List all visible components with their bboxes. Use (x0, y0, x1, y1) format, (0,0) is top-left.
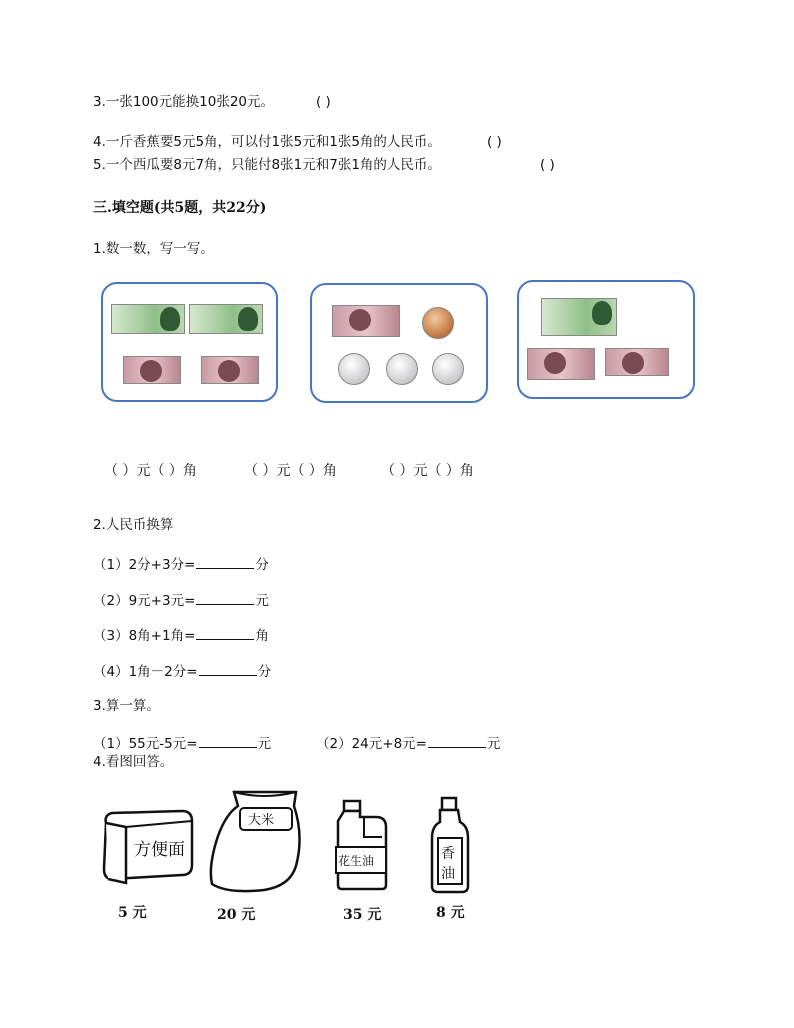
judge-q3: 3.一张100元能换10张20元。 (93, 94, 275, 110)
judge-q5-answer-paren[interactable]: ( ) (540, 157, 555, 173)
price-label: 35 元 (343, 907, 382, 923)
product-label: 花生油 (338, 854, 375, 868)
q3-title: 3.算一算。 (93, 698, 160, 714)
q1-answer-2[interactable]: （ ）元（ ）角 (244, 463, 337, 479)
five-jiao-note-icon (332, 305, 400, 337)
answer-blank[interactable] (196, 628, 254, 640)
one-yuan-note-icon (111, 304, 185, 334)
price-label: 8 元 (436, 905, 465, 921)
product-label: 大米 (248, 813, 275, 828)
sesame-oil-icon (428, 794, 472, 896)
q1-answer-1[interactable]: （ ）元（ ）角 (104, 463, 197, 479)
answer-blank[interactable] (199, 736, 257, 748)
q1-title: 1.数一数，写一写。 (93, 241, 214, 257)
price-label: 20 元 (217, 907, 256, 923)
money-box-2 (310, 283, 488, 403)
five-jiao-note-icon (605, 348, 669, 376)
five-jiao-note-icon (527, 348, 595, 380)
q4-title: 4.看图回答。 (93, 754, 174, 770)
q1-answer-3[interactable]: （ ）元（ ）角 (381, 463, 474, 479)
svg-text:香: 香 (441, 846, 455, 862)
one-yuan-note-icon (189, 304, 263, 334)
money-box-3 (517, 280, 695, 399)
answer-blank[interactable] (196, 557, 254, 569)
q2-item-1: （1）2分+3分= 分 (93, 557, 269, 573)
q3-item-1: （1）55元-5元= 元 (93, 736, 272, 752)
five-jiao-coin-icon (422, 307, 454, 339)
judge-q3-answer-paren[interactable]: ( ) (316, 94, 331, 110)
q3-item-2: （2）24元+8元= 元 (316, 736, 501, 752)
q2-title: 2.人民币换算 (93, 517, 174, 533)
five-jiao-note-icon (201, 356, 259, 384)
answer-blank[interactable] (199, 664, 257, 676)
one-jiao-coin-icon (386, 353, 418, 385)
rice-bag-icon (204, 786, 304, 896)
product-label: 方便面 (134, 840, 185, 860)
five-jiao-note-icon (123, 356, 181, 384)
judge-q4: 4.一斤香蕉要5元5角，可以付1张5元和1张5角的人民币。 (93, 134, 441, 150)
one-yuan-note-icon (541, 298, 617, 336)
judge-q5: 5.一个西瓜要8元7角，只能付8张1元和7张1角的人民币。 (93, 157, 441, 173)
instant-noodles-icon (96, 805, 196, 889)
section-3-title: 三.填空题(共5题，共22分) (93, 200, 267, 216)
price-label: 5 元 (118, 905, 147, 921)
peanut-oil-icon (330, 797, 390, 893)
q2-item-4: （4）1角－2分= 分 (93, 664, 272, 680)
q2-item-3: （3）8角+1角= 角 (93, 628, 269, 644)
one-jiao-coin-icon (338, 353, 370, 385)
money-box-1 (101, 282, 278, 402)
one-jiao-coin-icon (432, 353, 464, 385)
judge-q4-answer-paren[interactable]: ( ) (487, 134, 502, 150)
answer-blank[interactable] (428, 736, 486, 748)
q2-item-2: （2）9元+3元= 元 (93, 593, 269, 609)
svg-text:油: 油 (441, 866, 455, 882)
answer-blank[interactable] (196, 593, 254, 605)
